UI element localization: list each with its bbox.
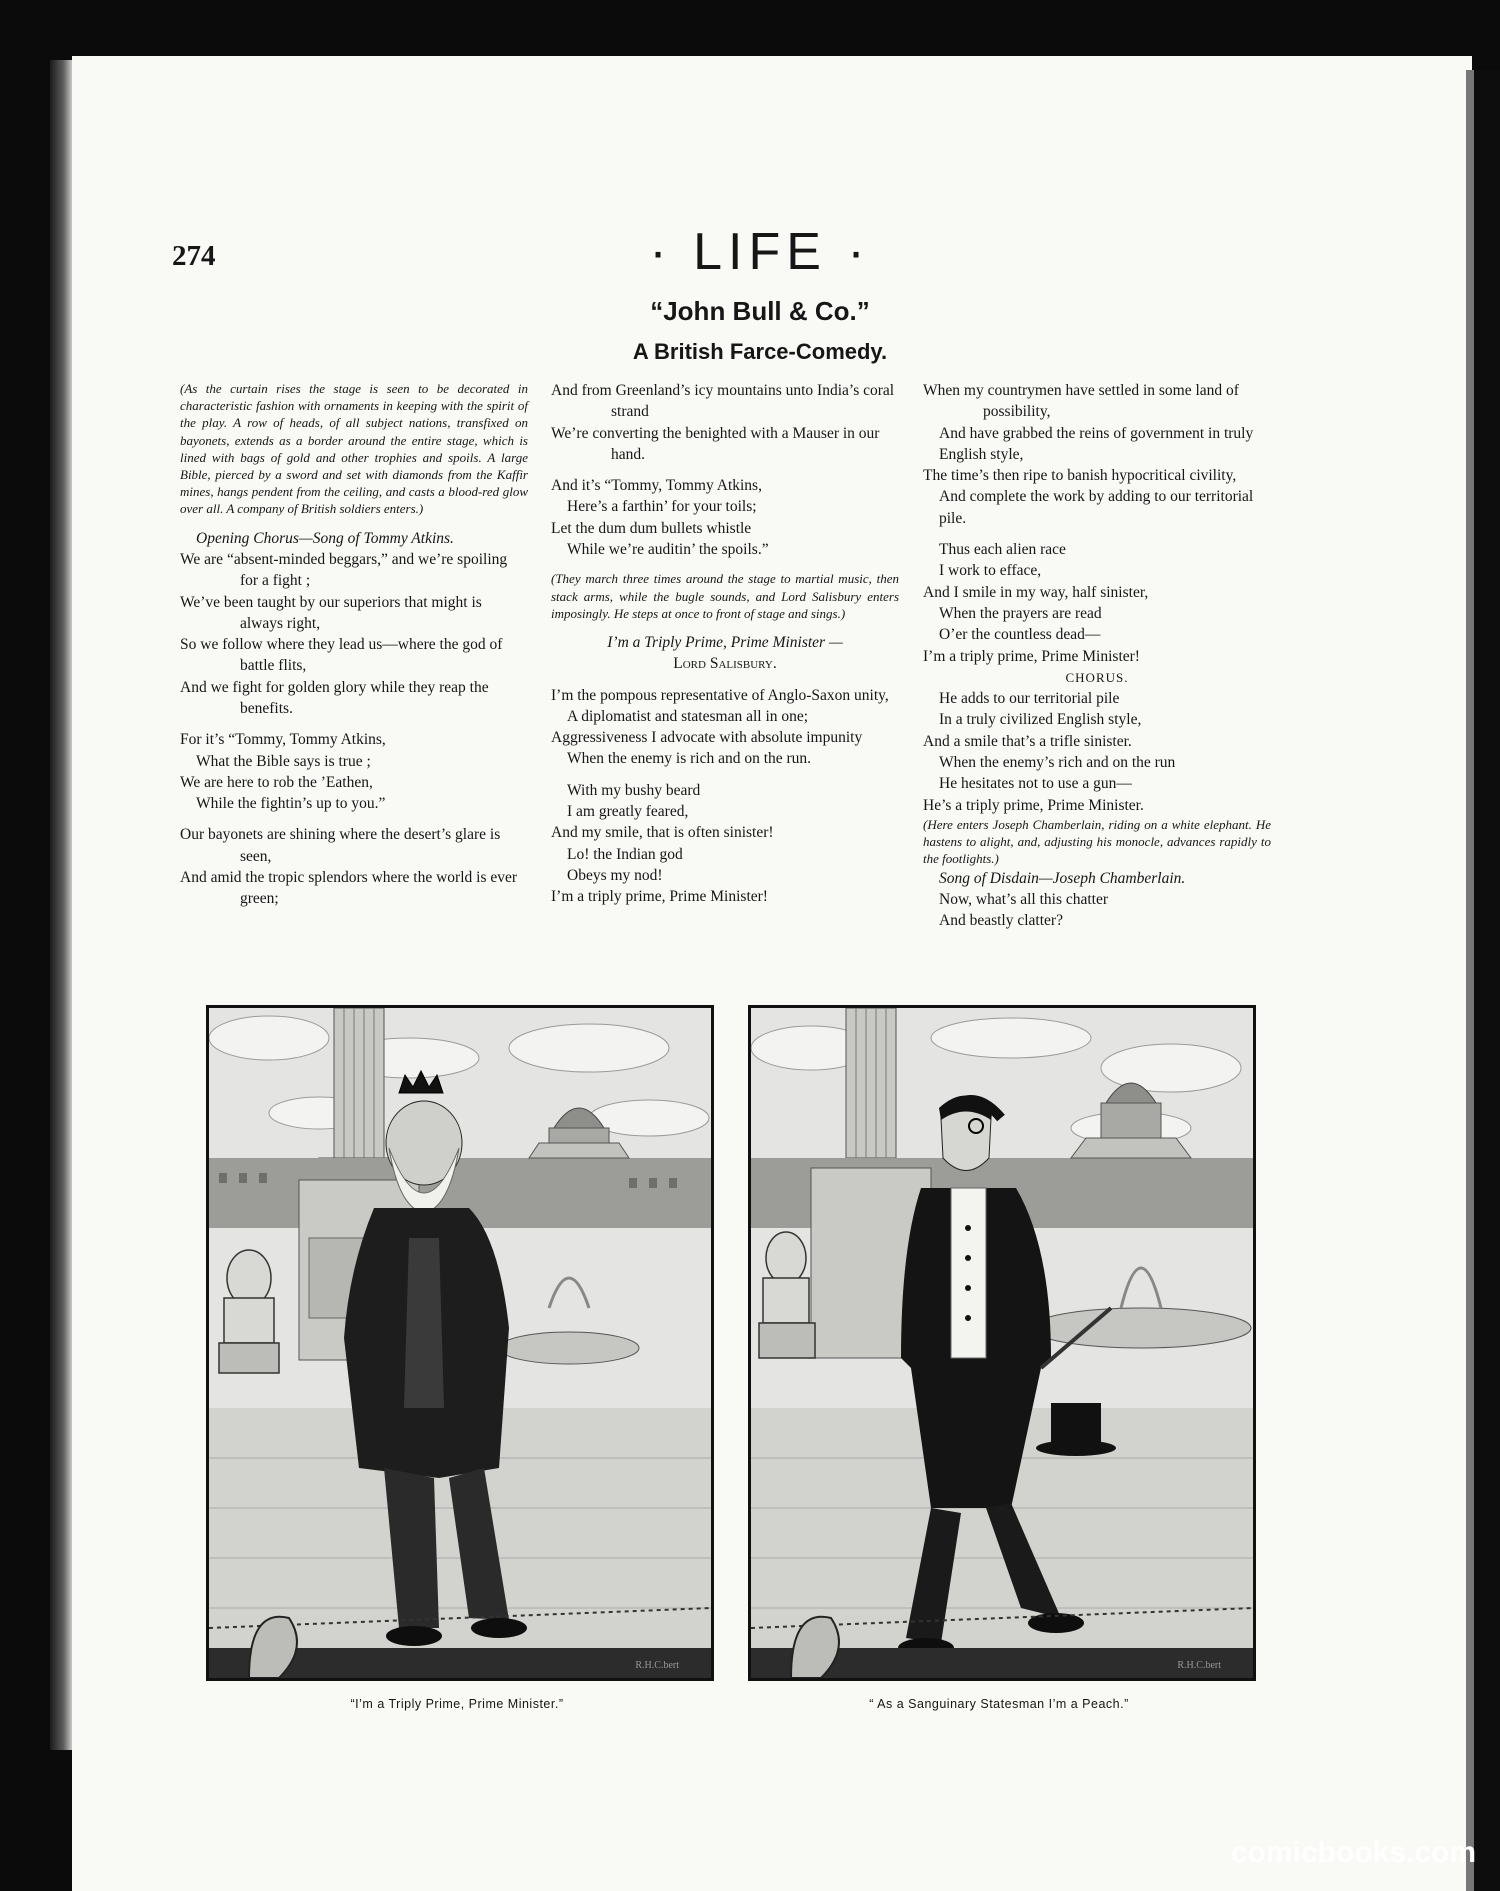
stanza-gap <box>551 560 899 570</box>
verse-line-indented: Lo! the Indian god <box>567 845 683 863</box>
site-watermark: comicbooks.com <box>1230 1836 1476 1869</box>
song-heading: Opening Chorus—Song of Tommy Atkins. <box>196 529 454 547</box>
verse-line-indented: He hesitates not to use a gun— <box>939 775 1132 793</box>
verse-line: We are here to rob the ’Eathen, <box>180 773 373 791</box>
verse-line-indented: Thus each alien race <box>939 541 1066 559</box>
stage-direction: (As the curtain rises the stage is seen to be decorated in characteristic fashion with ornaments in keeping with the spirit of the play. A row of heads, of all subject nations, transfixed on bayonets, extends as a border around the entire stage, which is lined with bags of gold and other trophies and spoils. A large Bible, pierced by a sword and set with diamonds from the Kaffir mines, hangs pendent from the ceiling, and casts a blood-red glow over all. A company of British soldiers enters.) <box>180 381 528 517</box>
verse-line-indented: While we’re auditin’ the spoils.” <box>567 541 769 559</box>
song-heading: I’m a Triply Prime, Prime Minister — <box>607 633 843 651</box>
verse-line-indented: What the Bible says is true ; <box>196 752 371 770</box>
verse-line-indented: When the prayers are read <box>939 604 1102 622</box>
illustration-chamberlain <box>748 1005 1256 1681</box>
article-subtitle: A British Farce-Comedy. <box>632 339 888 364</box>
song-singer: Lord Salisbury. <box>673 655 777 673</box>
verse-line-indented: I am greatly feared, <box>567 803 689 821</box>
verse-line-indented: I work to efface, <box>939 562 1042 580</box>
verse-line-indented: With my bushy beard <box>567 781 701 799</box>
stage-direction: (They march three times around the stage to martial music, then stack arms, while the bugle sounds, and Lord Salisbury enters imposingly. He steps at once to front of stage and sings.) <box>551 571 899 621</box>
song-heading: Song of Disdain—Joseph Chamberlain. <box>939 869 1186 887</box>
scan-border <box>1474 70 1500 1891</box>
stage-direction: (Here enters Joseph Chamberlain, riding on a white elephant. He hastens to alight, and, adjusting his monocle, advances rapidly to the footlights.) <box>923 816 1271 867</box>
stanza-gap <box>180 719 528 729</box>
artist-signature: R.H.C.bert <box>635 1660 679 1671</box>
verse-line: And it’s “Tommy, Tommy Atkins, <box>551 477 762 495</box>
verse-line-indented: Obeys my nod! <box>567 866 663 884</box>
verse-line: And from Greenland’s icy mountains unto India’s coral strand <box>551 382 895 421</box>
verse-line: And a smile that’s a trifle sinister. <box>923 732 1132 750</box>
verse-line: Aggressiveness I advocate with absolute impunity <box>551 729 863 747</box>
verse-line: He’s a triply prime, Prime Minister. <box>923 796 1144 814</box>
verse-line-indented: Here’s a farthin’ for your toils; <box>567 498 757 516</box>
verse-line-indented: And complete the work by adding to our territorial pile. <box>939 488 1254 527</box>
verse-line: I’m the pompous representative of Anglo-Saxon unity, <box>551 686 889 704</box>
verse-line: For it’s “Tommy, Tommy Atkins, <box>180 731 386 749</box>
verse-line: Our bayonets are shining where the desert’s glare is seen, <box>180 826 501 865</box>
verse-line-indented: Now, what’s all this chatter <box>939 890 1109 908</box>
page-number: 274 <box>172 240 216 272</box>
illustration-caption-1: “I’m a Triply Prime, Prime Minister.” <box>350 1697 564 1711</box>
text-column-2 <box>551 380 899 908</box>
masthead: · LIFE · <box>649 223 871 281</box>
verse-line-indented: When the enemy’s rich and on the run <box>939 754 1176 772</box>
verse-line: When my countrymen have settled in some land of possibility, <box>923 382 1239 421</box>
verse-line: We’re converting the benighted with a Mauser in our hand. <box>551 424 880 463</box>
chorus-heading: CHORUS. <box>1065 669 1129 685</box>
next-page-edge <box>1466 70 1474 1891</box>
verse-line-indented: And have grabbed the reins of government in truly English style, <box>939 424 1254 463</box>
verse-line-indented: And beastly clatter? <box>939 912 1063 930</box>
stanza-gap <box>551 622 899 632</box>
article-title: “John Bull & Co.” <box>650 296 870 326</box>
text-column-3 <box>923 380 1271 931</box>
verse-line: Let the dum dum bullets whistle <box>551 519 752 537</box>
verse-line: And amid the tropic splendors where the world is ever green; <box>180 869 518 908</box>
stanza-gap <box>551 770 899 780</box>
verse-line-indented: He adds to our territorial pile <box>939 690 1120 708</box>
verse-line-indented: A diplomatist and statesman all in one; <box>567 707 809 725</box>
book-spine <box>50 60 72 1750</box>
stanza-gap <box>551 465 899 475</box>
verse-line-indented: While the fightin’s up to you.” <box>196 795 386 813</box>
artist-signature: R.H.C.bert <box>1177 1660 1221 1671</box>
stanza-gap <box>180 518 528 528</box>
verse-line: I’m a triply prime, Prime Minister! <box>923 647 1140 665</box>
verse-line: We are “absent-minded beggars,” and we’re spoiling for a fight ; <box>180 550 508 590</box>
verse-line: And we fight for golden glory while they reap the benefits. <box>180 678 489 717</box>
verse-line: The time’s then ripe to banish hypocritical civility, <box>923 467 1237 485</box>
stanza-gap <box>180 814 528 824</box>
verse-line: I’m a triply prime, Prime Minister! <box>551 888 768 906</box>
stanza-gap <box>551 675 899 685</box>
verse-line: So we follow where they lead us—where the god of battle flits, <box>180 636 503 675</box>
verse-line: And my smile, that is often sinister! <box>551 824 774 842</box>
verse-line: We’ve been taught by our superiors that might is always right, <box>180 593 482 632</box>
verse-line-indented: When the enemy is rich and on the run. <box>567 750 812 768</box>
verse-line-indented: In a truly civilized English style, <box>939 711 1142 729</box>
text-column-1 <box>180 380 528 910</box>
illustration-caption-2: “ As a Sanguinary Statesman I’m a Peach.” <box>869 1697 1129 1711</box>
verse-line-indented: O’er the countless dead— <box>939 626 1101 644</box>
illustration-salisbury <box>206 1005 714 1681</box>
stanza-gap <box>923 529 1271 539</box>
verse-line: And I smile in my way, half sinister, <box>923 583 1149 601</box>
